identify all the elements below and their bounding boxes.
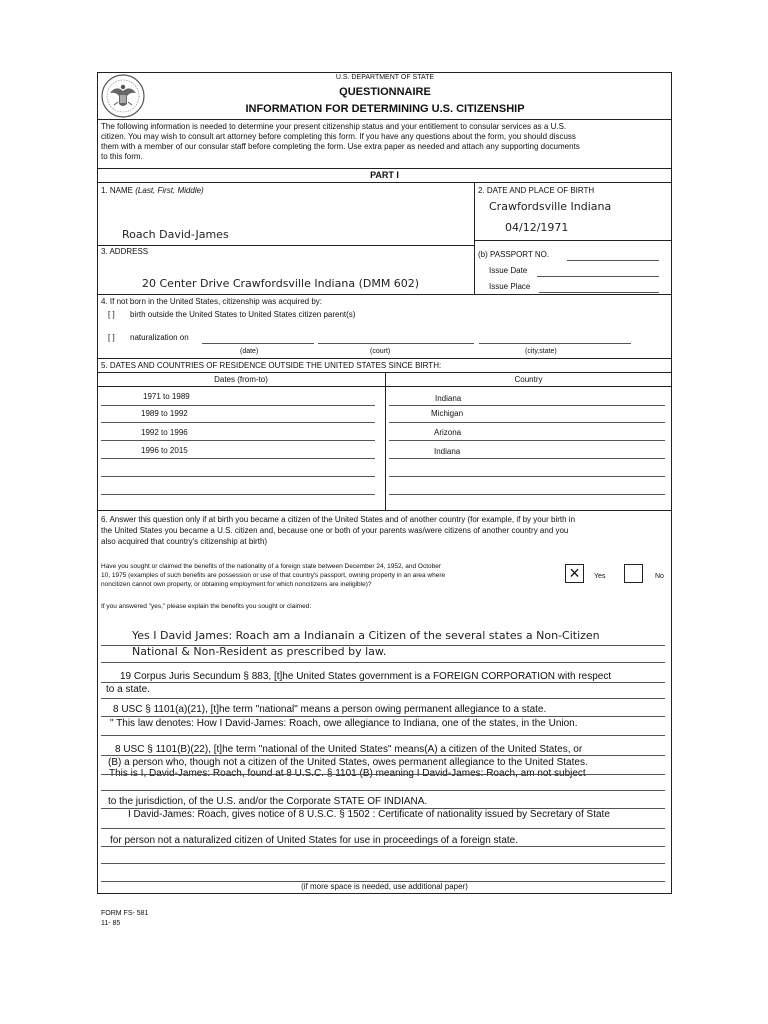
form-number: FORM FS- 581 bbox=[101, 910, 149, 917]
birth-place-value[interactable]: Crawfordsville Indiana bbox=[489, 200, 612, 213]
paragraph-3-line-1[interactable]: 8 USC § 1101(B)(22), [t]he term "national of the United States" means(A) a citizen of the United States, or bbox=[115, 744, 583, 755]
date-caption: (date) bbox=[240, 348, 259, 355]
paragraph-4-line-2[interactable]: for person not a naturalized citizen of United States for use in proceedings of a foreign state. bbox=[110, 835, 519, 846]
answer-line-2[interactable]: National & Non-Resident as prescribed by law. bbox=[132, 645, 387, 658]
part-heading: PART I bbox=[370, 170, 399, 180]
paragraph-3-line-3[interactable]: This is I, David-James: Roach, found at 8 U.S.C. § 1101 (B) meaning I David-James: Roach, am not subject bbox=[109, 768, 586, 779]
paragraph-1-line-1[interactable]: 19 Corpus Juris Secundum § 883, [t]he United States government is a FOREIGN CORPORATION with respect bbox=[120, 671, 612, 682]
form-date: 11- 85 bbox=[101, 920, 121, 927]
dual-citizen-line-1: 6. Answer this question only if at birth you became a citizen of the United States and of another country (for example, if by your birth in bbox=[101, 515, 576, 524]
yes-label: Yes bbox=[594, 573, 606, 580]
residence-country-4[interactable]: Indiana bbox=[434, 447, 461, 456]
no-label: No bbox=[655, 573, 664, 580]
issue-place-field[interactable] bbox=[539, 292, 659, 293]
residence-label: 5. DATES AND COUNTRIES OF RESIDENCE OUTSIDE THE UNITED STATES SINCE BIRTH: bbox=[101, 361, 442, 370]
residence-country-2[interactable]: Michigan bbox=[431, 409, 464, 418]
dates-column-header: Dates (from-to) bbox=[214, 375, 268, 384]
paragraph-4-line-1[interactable]: I David-James: Roach, gives notice of 8 U.S.C. § 1502 : Certificate of nationality issued by Secretary of State bbox=[128, 809, 610, 820]
birth-label: 2. DATE AND PLACE OF BIRTH bbox=[478, 186, 595, 195]
residence-dates-1[interactable]: 1971 to 1989 bbox=[143, 392, 190, 401]
benefits-question-1: Have you sought or claimed the benefits of the nationality of a foreign state between December 24, 1952, and October bbox=[101, 563, 442, 570]
benefits-question-2: 10, 1975 (examples of such benefits are possession or use of that country's passport, owning property in an area where bbox=[101, 572, 446, 579]
birth-date-value[interactable]: 04/12/1971 bbox=[505, 221, 569, 234]
form-title: QUESTIONNAIRE bbox=[339, 86, 431, 98]
yes-checkbox[interactable] bbox=[565, 564, 584, 583]
name-label-number: 1. NAME bbox=[101, 186, 134, 195]
acquired-label: 4. If not born in the United States, citizenship was acquired by: bbox=[101, 297, 323, 306]
naturalization-city-field[interactable] bbox=[479, 343, 631, 344]
paragraph-1-line-2[interactable]: to a state. bbox=[106, 684, 150, 695]
issue-place-label: Issue Place bbox=[489, 282, 531, 291]
residence-dates-3[interactable]: 1992 to 1996 bbox=[141, 428, 188, 437]
department-name: U.S. DEPARTMENT OF STATE bbox=[335, 74, 435, 81]
intro-line-4: to this form. bbox=[101, 152, 143, 161]
paragraph-2-line-2[interactable]: " This law denotes: How I David-James: Roach, owe allegiance to Indiana, one of the states, in the Union. bbox=[110, 718, 578, 729]
explain-prompt: If you answered "yes," please explain the benefits you sought or claimed: bbox=[101, 603, 312, 610]
answer-line-1[interactable]: Yes I David James: Roach am a Indianain a Citizen of the several states a Non-Citizen bbox=[132, 629, 600, 642]
benefits-question-3: noncitizen cannot own property, or obtaining employment for which noncitizens are ineligible)? bbox=[101, 581, 372, 588]
court-caption: (court) bbox=[370, 348, 391, 355]
yes-checkmark: × bbox=[569, 563, 580, 583]
birth-outside-label: birth outside the United States to United States citizen parent(s) bbox=[130, 310, 356, 319]
issue-date-field[interactable] bbox=[537, 276, 659, 277]
paragraph-3-line-4[interactable]: to the jurisdiction, of the U.S. and/or the Corporate STATE OF INDIANA. bbox=[108, 796, 428, 807]
address-label: 3. ADDRESS bbox=[101, 247, 149, 256]
form-subtitle: INFORMATION FOR DETERMINING U.S. CITIZENSHIP bbox=[245, 103, 525, 115]
residence-country-1[interactable]: Indiana bbox=[435, 394, 462, 403]
residence-country-3[interactable]: Arizona bbox=[434, 428, 462, 437]
no-checkbox[interactable] bbox=[624, 564, 643, 583]
birth-outside-checkbox[interactable]: [ ] bbox=[108, 310, 115, 319]
dual-citizen-line-3: also acquired that country's citizenship at birth) bbox=[101, 537, 268, 546]
residence-dates-4[interactable]: 1996 to 2015 bbox=[141, 446, 188, 455]
intro-line-1: The following information is needed to determine your present citizenship status and your entitlement to consular services as a U.S. bbox=[101, 122, 567, 131]
issue-date-label: Issue Date bbox=[489, 266, 528, 275]
residence-dates-2[interactable]: 1989 to 1992 bbox=[141, 409, 188, 418]
country-column-header: Country bbox=[514, 375, 543, 384]
naturalization-label: naturalization on bbox=[130, 333, 189, 342]
paragraph-2-line-1[interactable]: 8 USC § 1101(a)(21), [t]he term "national" means a person owing permanent allegiance to a state. bbox=[113, 704, 547, 715]
city-caption: (city,state) bbox=[525, 348, 557, 355]
naturalization-court-field[interactable] bbox=[318, 343, 474, 344]
paragraph-3-line-2[interactable]: (B) a person who, though not a citizen of the United States, owes permanent allegiance to the United States. bbox=[108, 757, 588, 768]
name-value[interactable]: Roach David-James bbox=[122, 228, 229, 241]
intro-line-3: them with a member of our consular staff before completing the form. Use extra paper as needed and attach any supporting documents bbox=[101, 142, 580, 151]
address-value[interactable]: 20 Center Drive Crawfordsville Indiana (DMM 602) bbox=[142, 277, 420, 290]
more-space-note: (if more space is needed, use additional paper) bbox=[301, 882, 468, 891]
name-label-hint: (Last, First, Middle) bbox=[135, 186, 204, 195]
naturalization-date-field[interactable] bbox=[202, 343, 314, 344]
dual-citizen-line-2: the United States you became a U.S. citizen and, because one or both of your parents was/were citizens of another country and you bbox=[101, 526, 569, 535]
passport-label: (b) PASSPORT NO. bbox=[478, 250, 550, 259]
passport-field[interactable] bbox=[567, 260, 659, 261]
intro-line-2: citizen. You may wish to consult art attorney before completing this form. If you have any questions about the form, you should discuss bbox=[101, 132, 576, 141]
naturalization-checkbox[interactable]: [ ] bbox=[108, 333, 115, 342]
name-label bbox=[101, 186, 204, 195]
